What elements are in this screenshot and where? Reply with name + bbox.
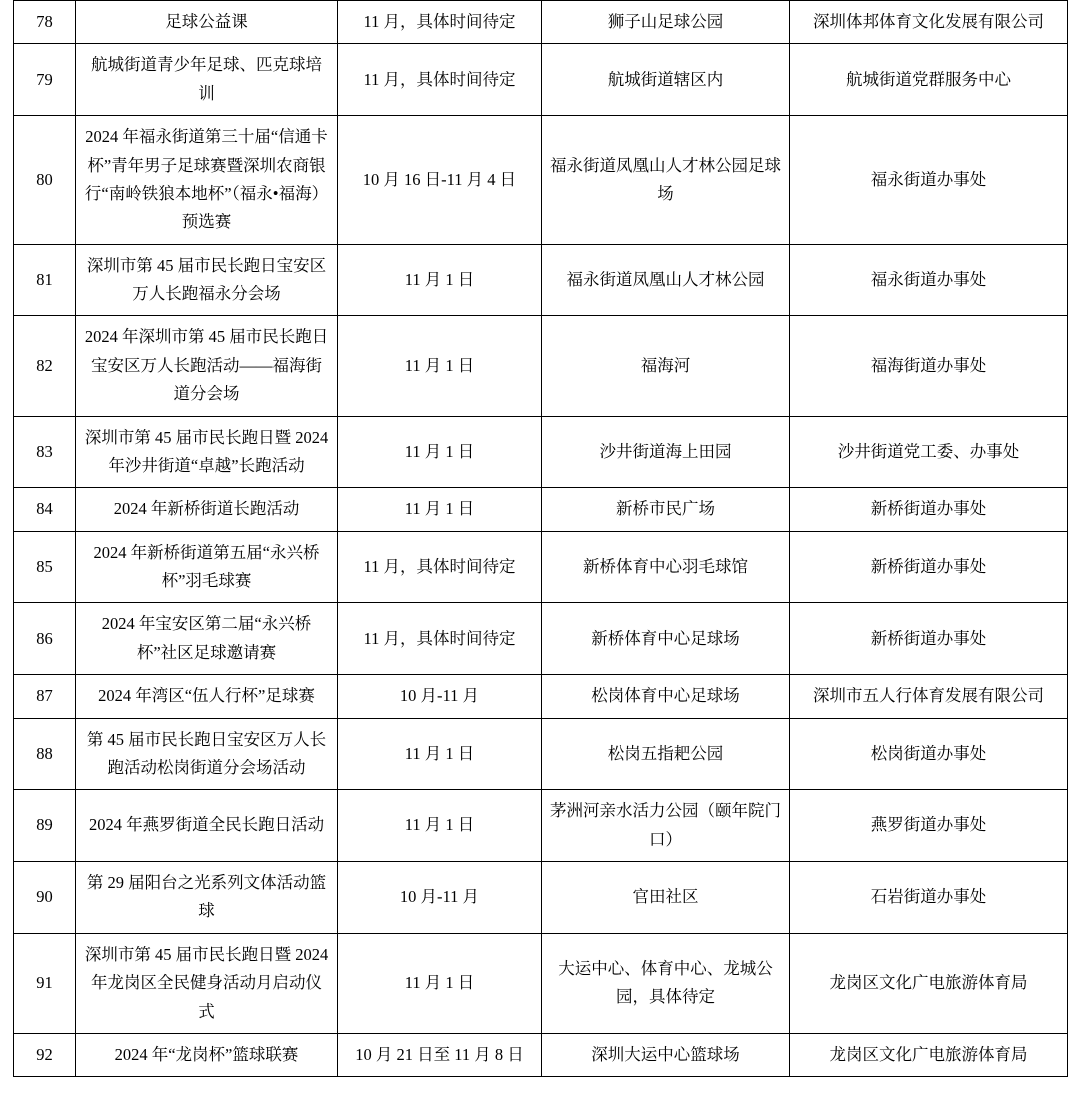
row-activity-place: 茅洲河亲水活力公园（颐年院门口） <box>542 790 790 862</box>
table-row <box>14 316 1068 416</box>
table-row <box>14 44 1068 116</box>
row-activity-time: 11 月，具体时间待定 <box>338 1 542 44</box>
row-activity-time: 11 月 1 日 <box>338 244 542 316</box>
row-activity-place: 大运中心、体育中心、龙城公园，具体待定 <box>542 933 790 1033</box>
table-row <box>14 116 1068 245</box>
row-activity-name: 第 29 届阳台之光系列文体活动篮球 <box>76 862 338 934</box>
row-activity-name: 2024 年新桥街道长跑活动 <box>76 488 338 531</box>
row-activity-time: 10 月-11 月 <box>338 675 542 718</box>
table-row <box>14 933 1068 1033</box>
row-activity-name: 足球公益课 <box>76 1 338 44</box>
row-activity-place: 福永街道凤凰山人才林公园 <box>542 244 790 316</box>
row-activity-time: 11 月 1 日 <box>338 790 542 862</box>
row-activity-time: 11 月，具体时间待定 <box>338 603 542 675</box>
row-organizer: 龙岗区文化广电旅游体育局 <box>790 1033 1068 1076</box>
row-organizer: 福永街道办事处 <box>790 116 1068 245</box>
row-organizer: 新桥街道办事处 <box>790 531 1068 603</box>
table-row <box>14 416 1068 488</box>
row-index: 92 <box>14 1033 76 1076</box>
row-index: 82 <box>14 316 76 416</box>
row-activity-time: 10 月-11 月 <box>338 862 542 934</box>
row-activity-name: 第 45 届市民长跑日宝安区万人长跑活动松岗街道分会场活动 <box>76 718 338 790</box>
row-activity-time: 11 月 1 日 <box>338 316 542 416</box>
row-activity-place: 新桥体育中心足球场 <box>542 603 790 675</box>
row-activity-name: 2024 年新桥街道第五届“永兴桥杯”羽毛球赛 <box>76 531 338 603</box>
row-organizer: 航城街道党群服务中心 <box>790 44 1068 116</box>
row-activity-time: 11 月 1 日 <box>338 488 542 531</box>
row-activity-place: 新桥体育中心羽毛球馆 <box>542 531 790 603</box>
row-index: 84 <box>14 488 76 531</box>
table-row <box>14 244 1068 316</box>
row-activity-name: 深圳市第 45 届市民长跑日暨 2024 年沙井街道“卓越”长跑活动 <box>76 416 338 488</box>
row-activity-time: 10 月 16 日-11 月 4 日 <box>338 116 542 245</box>
row-activity-name: 2024 年福永街道第三十届“信通卡杯”青年男子足球赛暨深圳农商银行“南岭铁狼本地杯”（福永•福海）预选赛 <box>76 116 338 245</box>
row-organizer: 深圳体邦体育文化发展有限公司 <box>790 1 1068 44</box>
row-index: 85 <box>14 531 76 603</box>
row-index: 86 <box>14 603 76 675</box>
row-index: 81 <box>14 244 76 316</box>
row-organizer: 福海街道办事处 <box>790 316 1068 416</box>
row-activity-time: 11 月，具体时间待定 <box>338 531 542 603</box>
row-activity-time: 11 月，具体时间待定 <box>338 44 542 116</box>
row-activity-name: 2024 年深圳市第 45 届市民长跑日宝安区万人长跑活动——福海街道分会场 <box>76 316 338 416</box>
row-organizer: 松岗街道办事处 <box>790 718 1068 790</box>
row-activity-name: 2024 年燕罗街道全民长跑日活动 <box>76 790 338 862</box>
row-index: 88 <box>14 718 76 790</box>
row-activity-place: 狮子山足球公园 <box>542 1 790 44</box>
row-organizer: 深圳市五人行体育发展有限公司 <box>790 675 1068 718</box>
table-row <box>14 1033 1068 1076</box>
row-organizer: 龙岗区文化广电旅游体育局 <box>790 933 1068 1033</box>
row-index: 89 <box>14 790 76 862</box>
table-row <box>14 1 1068 44</box>
row-activity-time: 10 月 21 日至 11 月 8 日 <box>338 1033 542 1076</box>
table-row <box>14 531 1068 603</box>
row-organizer: 新桥街道办事处 <box>790 488 1068 531</box>
table-row <box>14 675 1068 718</box>
row-activity-time: 11 月 1 日 <box>338 718 542 790</box>
row-organizer: 福永街道办事处 <box>790 244 1068 316</box>
row-organizer: 新桥街道办事处 <box>790 603 1068 675</box>
row-index: 79 <box>14 44 76 116</box>
row-activity-name: 2024 年“龙岗杯”篮球联赛 <box>76 1033 338 1076</box>
row-organizer: 沙井街道党工委、办事处 <box>790 416 1068 488</box>
row-activity-name: 深圳市第 45 届市民长跑日宝安区万人长跑福永分会场 <box>76 244 338 316</box>
row-index: 90 <box>14 862 76 934</box>
activity-schedule-table <box>13 0 1068 1077</box>
row-activity-place: 松岗体育中心足球场 <box>542 675 790 718</box>
table-row <box>14 862 1068 934</box>
row-activity-place: 松岗五指耙公园 <box>542 718 790 790</box>
row-index: 78 <box>14 1 76 44</box>
row-activity-name: 2024 年湾区“伍人行杯”足球赛 <box>76 675 338 718</box>
row-index: 80 <box>14 116 76 245</box>
row-activity-place: 航城街道辖区内 <box>542 44 790 116</box>
row-activity-time: 11 月 1 日 <box>338 416 542 488</box>
row-activity-place: 官田社区 <box>542 862 790 934</box>
row-activity-place: 沙井街道海上田园 <box>542 416 790 488</box>
table-row <box>14 488 1068 531</box>
row-activity-name: 航城街道青少年足球、匹克球培训 <box>76 44 338 116</box>
row-index: 87 <box>14 675 76 718</box>
table-row <box>14 790 1068 862</box>
row-activity-place: 深圳大运中心篮球场 <box>542 1033 790 1076</box>
row-index: 83 <box>14 416 76 488</box>
row-activity-name: 深圳市第 45 届市民长跑日暨 2024 年龙岗区全民健身活动月启动仪式 <box>76 933 338 1033</box>
row-index: 91 <box>14 933 76 1033</box>
row-organizer: 石岩街道办事处 <box>790 862 1068 934</box>
row-organizer: 燕罗街道办事处 <box>790 790 1068 862</box>
table-body <box>14 1 1068 1077</box>
row-activity-place: 新桥市民广场 <box>542 488 790 531</box>
row-activity-place: 福永街道凤凰山人才林公园足球场 <box>542 116 790 245</box>
row-activity-place: 福海河 <box>542 316 790 416</box>
row-activity-name: 2024 年宝安区第二届“永兴桥杯”社区足球邀请赛 <box>76 603 338 675</box>
table-row <box>14 603 1068 675</box>
table-row <box>14 718 1068 790</box>
row-activity-time: 11 月 1 日 <box>338 933 542 1033</box>
